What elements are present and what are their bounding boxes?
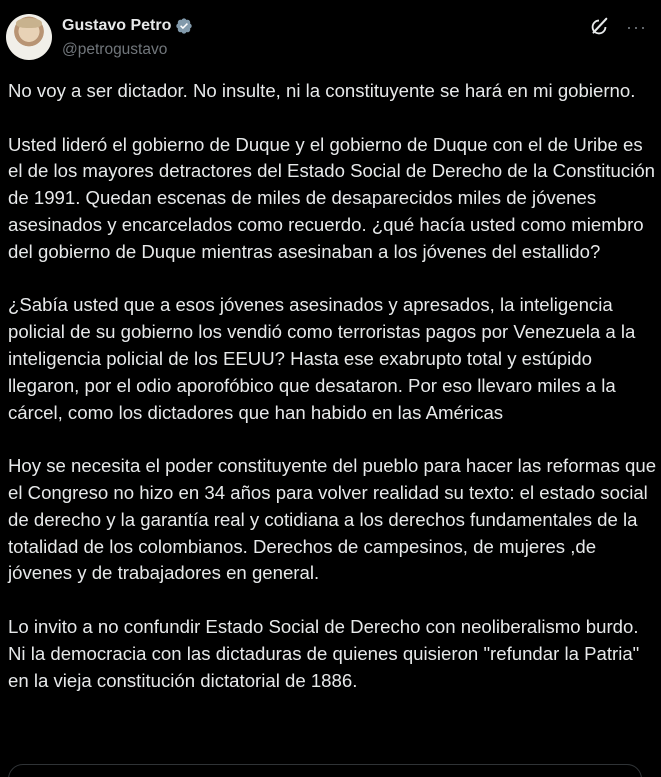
author-handle[interactable]: @petrogustavo [62, 41, 168, 58]
author-name-row [62, 17, 193, 35]
tweet-header [0, 0, 661, 70]
tweet-actions [588, 16, 647, 38]
quoted-card-edge[interactable] [8, 764, 642, 777]
grok-icon[interactable] [588, 16, 610, 38]
tweet-paragraph: Lo invito a no confundir Estado Social de Derecho con neoliberalismo burdo. Ni la democracia con las dictaduras de quienes quisieron "refundar la Patria" en la vieja constitución dictatorial de 1886. [8, 615, 645, 691]
tweet-text [8, 78, 661, 694]
tweet-paragraph: Hoy se necesita el poder constituyente del pueblo para hacer las reformas que el Congreso no hizo en 34 años para volver realidad su texto: el estado social de derecho y la garantía real y cotidiana a los derechos fundamentales de la totalidad de los colombianos. Derechos de campesinos, de mujeres ,de jóvenes y de trabajadores en general. [8, 455, 661, 584]
tweet-paragraph: Usted lideró el gobierno de Duque y el gobierno de Duque con el de Uribe es el de los mayores detractores del Estado Social de Derecho de la Constitución de 1991. Quedan escenas de miles de desaparecidos miles de jóvenes asesinados y encarcelados como recuerdo. ¿qué hacía usted como miembro del gobierno de Duque mientras asesinaban a los jóvenes del estallido? [8, 133, 661, 262]
avatar[interactable] [6, 14, 52, 60]
more-icon[interactable]: ··· [626, 17, 647, 37]
tweet-paragraph: ¿Sabía usted que a esos jóvenes asesinados y apresados, la inteligencia policial de su gobierno los vendió como terroristas pagos por Venezuela a la inteligencia policial de los EEUU? Hasta ese exabrupto total y estúpido llegaron, por el odio aporofóbico que desataron. Por eso llevaro miles a la cárcel, como los dictadores que han habido en las Américas [8, 294, 641, 423]
tweet-paragraph: No voy a ser dictador. No insulte, ni la constituyente se hará en mi gobierno. [8, 80, 636, 101]
author-display-name[interactable]: Gustavo Petro [62, 17, 172, 34]
verified-badge-icon [175, 17, 193, 35]
